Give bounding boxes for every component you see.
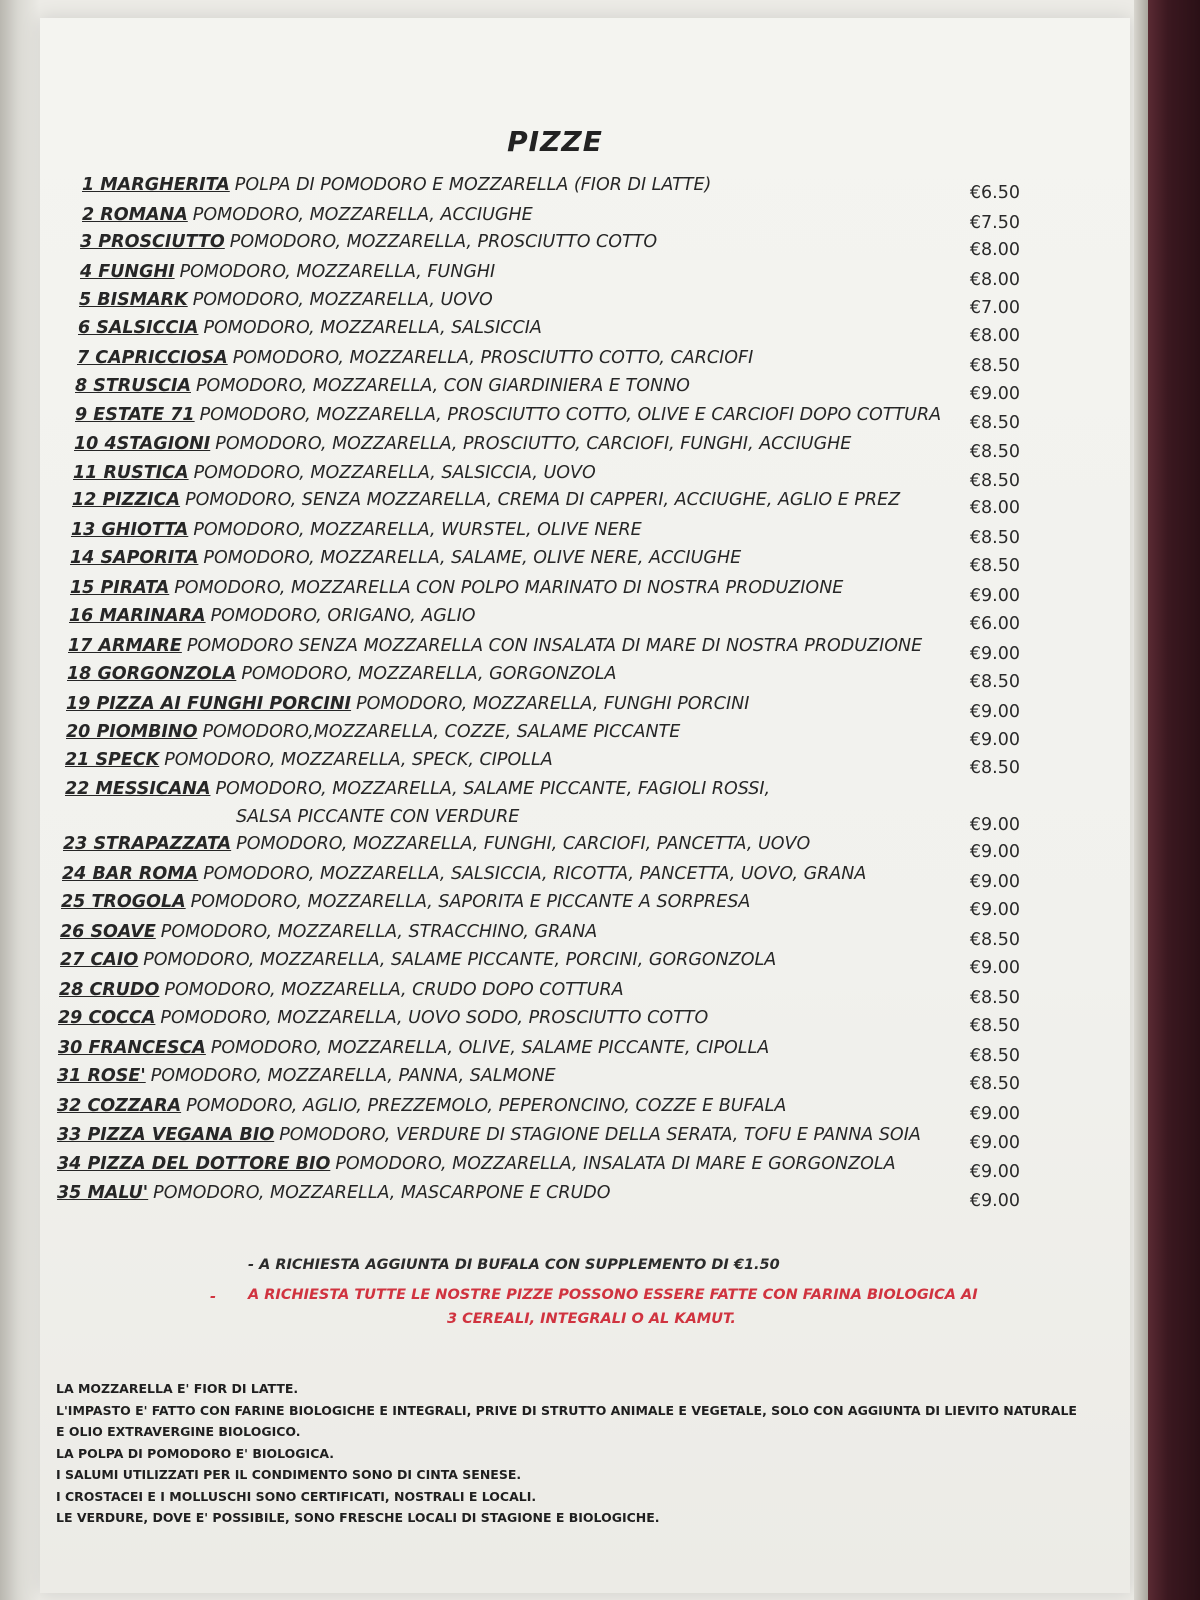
pizza-name: 7 CAPRICCIOSA — [77, 348, 228, 368]
pizza-ingredients: POMODORO, MOZZARELLA, SPECK, CIPOLLA — [164, 750, 553, 770]
pizza-price: €8.50 — [969, 1074, 1020, 1094]
pizza-name: 35 MALU' — [57, 1183, 149, 1203]
pizza-ingredients: POMODORO, MOZZARELLA, GORGONZOLA — [241, 664, 617, 684]
menu-item — [58, 1038, 1020, 1064]
menu-item — [70, 578, 1020, 604]
menu-item — [78, 318, 1020, 344]
pizza-name: 1 MARGHERITA — [82, 175, 230, 195]
pizza-price: €8.50 — [969, 528, 1020, 548]
pizza-ingredients: POMODORO, MOZZARELLA, UOVO — [192, 290, 493, 310]
pizza-ingredients: POMODORO, MOZZARELLA, OLIVE, SALAME PICCANTE, CIPOLLA — [210, 1038, 770, 1058]
menu-item — [70, 548, 1020, 574]
pizza-price: €6.50 — [969, 183, 1020, 203]
menu-title: PIZZE — [507, 125, 603, 158]
pizza-price: €8.50 — [969, 356, 1020, 376]
menu-item — [66, 694, 1020, 720]
pizza-name: 2 ROMANA — [82, 205, 188, 225]
pizza-name: 34 PIZZA DEL DOTTORE BIO — [57, 1154, 331, 1174]
pizza-price: €9.00 — [969, 1162, 1020, 1182]
pizza-price: €9.00 — [969, 384, 1020, 404]
ingredients-footer — [56, 1378, 1077, 1529]
pizza-price: €9.00 — [969, 872, 1020, 892]
pizza-name: 10 4STAGIONI — [74, 434, 211, 454]
pizza-ingredients: POMODORO, MOZZARELLA, SAPORITA E PICCANTE A SORPRESA — [190, 892, 751, 912]
pizza-name: 19 PIZZA AI FUNGHI PORCINI — [66, 694, 352, 714]
menu-item — [60, 950, 1020, 976]
footer-line: E OLIO EXTRAVERGINE BIOLOGICO. — [56, 1424, 301, 1439]
menu-item — [82, 205, 1020, 231]
pizza-ingredients: POMODORO, AGLIO, PREZZEMOLO, PEPERONCINO, COZZE E BUFALA — [186, 1096, 787, 1116]
pizza-ingredients: POMODORO, ORIGANO, AGLIO — [210, 606, 476, 626]
pizza-price: €8.50 — [969, 413, 1020, 433]
pizza-ingredients: POLPA DI POMODORO E MOZZARELLA (FIOR DI LATTE) — [234, 175, 712, 195]
pizza-name: 9 ESTATE 71 — [75, 405, 195, 425]
pizza-price: €8.50 — [969, 672, 1020, 692]
menu-item — [67, 664, 1020, 690]
pizza-price: €9.00 — [969, 586, 1020, 606]
pizza-name: 16 MARINARA — [69, 606, 206, 626]
menu-item — [75, 376, 1020, 402]
menu-item — [63, 834, 1020, 860]
pizza-name: 32 COZZARA — [57, 1096, 182, 1116]
pizza-name: 23 STRAPAZZATA — [63, 834, 232, 854]
pizza-ingredients: POMODORO, SENZA MOZZARELLA, CREMA DI CAPPERI, ACCIUGHE, AGLIO E PREZ — [185, 490, 901, 510]
pizza-price: €9.00 — [969, 900, 1020, 920]
pizza-ingredients: POMODORO, MOZZARELLA, FUNGHI — [179, 262, 496, 282]
footer-line: I SALUMI UTILIZZATI PER IL CONDIMENTO SONO DI CINTA SENESE. — [56, 1467, 522, 1482]
pizza-name: 21 SPECK — [65, 750, 160, 770]
pizza-ingredients: POMODORO, MOZZARELLA, SALAME, OLIVE NERE, ACCIUGHE — [203, 548, 742, 568]
pizza-ingredients: POMODORO, MOZZARELLA, CON GIARDINIERA E TONNO — [196, 376, 690, 396]
pizza-ingredients: POMODORO, MOZZARELLA, PROSCIUTTO COTTO, OLIVE E CARCIOFI DOPO COTTURA — [199, 405, 942, 425]
pizza-price: €8.50 — [969, 988, 1020, 1008]
pizza-name: 33 PIZZA VEGANA BIO — [57, 1125, 275, 1145]
menu-item — [71, 520, 1020, 546]
menu-item — [80, 232, 1020, 258]
pizza-ingredients: POMODORO,MOZZARELLA, COZZE, SALAME PICCANTE — [202, 722, 681, 742]
menu-item — [82, 175, 1020, 201]
menu-item — [61, 892, 1020, 918]
pizza-name: 30 FRANCESCA — [58, 1038, 206, 1058]
pizza-ingredients: POMODORO, MOZZARELLA, SALAME PICCANTE, PORCINI, GORGONZOLA — [143, 950, 777, 970]
footer-line: LA MOZZARELLA E' FIOR DI LATTE. — [56, 1381, 299, 1396]
pizza-ingredients: POMODORO, MOZZARELLA, WURSTEL, OLIVE NERE — [193, 520, 642, 540]
pizza-ingredients: POMODORO, MOZZARELLA, ACCIUGHE — [192, 205, 533, 225]
pizza-price: €8.00 — [969, 270, 1020, 290]
menu-item — [57, 1066, 1020, 1092]
menu-item — [60, 922, 1020, 948]
pizza-name: 29 COCCA — [58, 1008, 156, 1028]
pizza-price: €8.50 — [969, 1016, 1020, 1036]
menu-item — [72, 490, 1020, 516]
menu-item — [75, 405, 1020, 431]
pizza-price: €8.50 — [969, 930, 1020, 950]
pizza-price: €9.00 — [969, 702, 1020, 722]
pizza-price: €8.00 — [969, 326, 1020, 346]
pizza-ingredients: POMODORO, MOZZARELLA, PROSCIUTTO, CARCIOFI, FUNGHI, ACCIUGHE — [215, 434, 852, 454]
pizza-price: €8.00 — [969, 498, 1020, 518]
pizza-name: 20 PIOMBINO — [66, 722, 198, 742]
pizza-price: €9.00 — [969, 842, 1020, 862]
pizza-price: €9.00 — [969, 644, 1020, 664]
pizza-name: 4 FUNGHI — [80, 262, 175, 282]
pizza-ingredients: POMODORO, MOZZARELLA, SALSICCIA, UOVO — [193, 463, 596, 483]
pizza-price: €9.00 — [969, 1191, 1020, 1211]
pizza-name: 31 ROSE' — [57, 1066, 146, 1086]
pizza-name: 15 PIRATA — [70, 578, 170, 598]
menu-item — [57, 1096, 1020, 1122]
flour-note-line2: 3 CEREALI, INTEGRALI O AL KAMUT. — [447, 1311, 736, 1327]
menu-item — [57, 1183, 1020, 1209]
pizza-name: 24 BAR ROMA — [62, 864, 199, 884]
pizza-name: 27 CAIO — [60, 950, 139, 970]
footer-line: LA POLPA DI POMODORO E' BIOLOGICA. — [56, 1445, 335, 1461]
bufala-note: - A RICHIESTA AGGIUNTA DI BUFALA CON SUPPLEMENTO DI €1.50 — [248, 1257, 780, 1273]
pizza-name: 12 PIZZICA — [72, 490, 181, 510]
pizza-ingredients: POMODORO, VERDURE DI STAGIONE DELLA SERATA, TOFU E PANNA SOIA — [279, 1125, 921, 1145]
pizza-price: €9.00 — [969, 1133, 1020, 1153]
pizza-price: €8.50 — [969, 1046, 1020, 1066]
menu-item — [80, 262, 1020, 288]
pizza-ingredients: POMODORO, MOZZARELLA, PROSCIUTTO COTTO, CARCIOFI — [232, 348, 754, 368]
pizza-name: 13 GHIOTTA — [71, 520, 189, 540]
footer-line: I CROSTACEI E I MOLLUSCHI SONO CERTIFICATI, NOSTRALI E LOCALI. — [56, 1488, 537, 1504]
menu-item — [77, 348, 1020, 374]
pizza-ingredients: POMODORO, MOZZARELLA, PROSCIUTTO COTTO — [229, 232, 658, 252]
footer-line: L'IMPASTO E' FATTO CON FARINE BIOLOGICHE E INTEGRALI, PRIVE DI STRUTTO ANIMALE E VEGETALE, SOLO CON AGGIUNTA DI LIEVITO NATURALE — [56, 1402, 1077, 1418]
pizza-ingredients: POMODORO SENZA MOZZARELLA CON INSALATA DI MARE DI NOSTRA PRODUZIONE — [186, 636, 923, 656]
pizza-ingredients: POMODORO, MOZZARELLA, PANNA, SALMONE — [150, 1066, 556, 1086]
pizza-ingredients: POMODORO, MOZZARELLA, INSALATA DI MARE E GORGONZOLA — [335, 1154, 896, 1174]
pizza-name: 5 BISMARK — [79, 290, 188, 310]
pizza-ingredients-continued: SALSA PICCANTE CON VERDURE — [236, 807, 520, 827]
pizza-price: €8.00 — [969, 240, 1020, 260]
pizza-ingredients: POMODORO, MOZZARELLA CON POLPO MARINATO DI NOSTRA PRODUZIONE — [174, 578, 844, 598]
pizza-name: 14 SAPORITA — [70, 548, 199, 568]
pizza-name: 8 STRUSCIA — [75, 376, 191, 396]
pizza-name: 22 MESSICANA — [65, 779, 211, 799]
pizza-name: 25 TROGOLA — [61, 892, 186, 912]
menu-item — [62, 864, 1020, 890]
pizza-price: €8.50 — [969, 471, 1020, 491]
menu-item — [74, 434, 1020, 460]
pizza-price: €7.00 — [969, 298, 1020, 318]
pizza-name: 17 ARMARE — [68, 636, 182, 656]
pizza-ingredients: POMODORO, MOZZARELLA, MASCARPONE E CRUDO — [153, 1183, 611, 1203]
menu-item — [73, 463, 1020, 489]
pizza-name: 28 CRUDO — [59, 980, 160, 1000]
pizza-price: €7.50 — [969, 213, 1020, 233]
menu-item — [68, 636, 1020, 662]
pizza-price: €8.50 — [969, 758, 1020, 778]
pizza-ingredients: POMODORO, MOZZARELLA, UOVO SODO, PROSCIUTTO COTTO — [160, 1008, 709, 1028]
pizza-ingredients: POMODORO, MOZZARELLA, SALAME PICCANTE, FAGIOLI ROSSI, — [215, 779, 771, 799]
pizza-ingredients: POMODORO, MOZZARELLA, CRUDO DOPO COTTURA — [164, 980, 624, 1000]
menu-item — [79, 290, 1020, 316]
pizza-ingredients: POMODORO, MOZZARELLA, STRACCHINO, GRANA — [160, 922, 598, 942]
pizza-ingredients: POMODORO, MOZZARELLA, FUNGHI, CARCIOFI, PANCETTA, UOVO — [236, 834, 811, 854]
menu-item — [59, 980, 1020, 1006]
flour-note-line1: A RICHIESTA TUTTE LE NOSTRE PIZZE POSSONO ESSERE FATTE CON FARINA BIOLOGICA AI — [248, 1287, 978, 1303]
pizza-name: 26 SOAVE — [60, 922, 156, 942]
pizza-price: €9.00 — [969, 1104, 1020, 1124]
pizza-price: €9.00 — [969, 958, 1020, 978]
menu-item — [69, 606, 1020, 632]
pizza-price: €8.50 — [969, 442, 1020, 462]
pizza-name: 18 GORGONZOLA — [67, 664, 237, 684]
menu-item — [66, 722, 1020, 748]
menu-item — [65, 750, 1020, 776]
pizza-name: 11 RUSTICA — [73, 463, 189, 483]
footer-line: LE VERDURE, DOVE E' POSSIBILE, SONO FRESCHE LOCALI DI STAGIONE E BIOLOGICHE. — [56, 1510, 660, 1525]
menu-item — [57, 1125, 1020, 1151]
pizza-ingredients: POMODORO, MOZZARELLA, SALSICCIA — [203, 318, 542, 338]
pizza-name: 3 PROSCIUTTO — [80, 232, 225, 252]
pizza-name: 6 SALSICCIA — [78, 318, 199, 338]
menu-item — [58, 1008, 1020, 1034]
pizza-price: €9.00 — [969, 730, 1020, 750]
note-dash: - — [210, 1289, 217, 1305]
pizza-ingredients: POMODORO, MOZZARELLA, FUNGHI PORCINI — [356, 694, 750, 714]
pizza-ingredients: POMODORO, MOZZARELLA, SALSICCIA, RICOTTA, PANCETTA, UOVO, GRANA — [203, 864, 867, 884]
pizza-price: €9.00 — [969, 815, 1020, 835]
pizza-price: €8.50 — [969, 556, 1020, 576]
pizza-price: €6.00 — [969, 614, 1020, 634]
menu-item — [57, 1154, 1020, 1180]
